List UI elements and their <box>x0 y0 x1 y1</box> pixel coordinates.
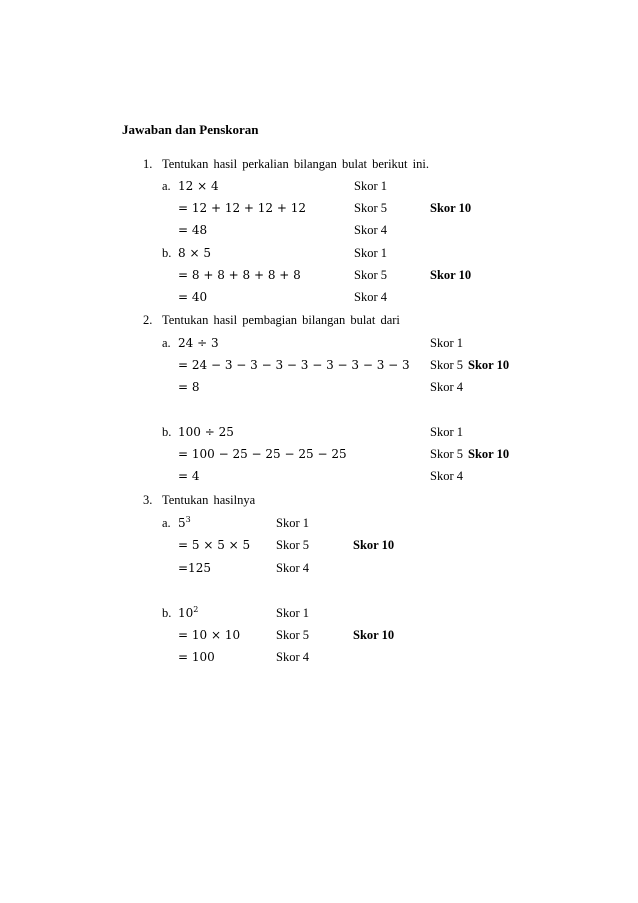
q2a-label: a. <box>162 336 171 350</box>
q3b-base: 10 <box>178 606 194 620</box>
q3b-score-3: Skor 4 <box>276 650 309 664</box>
q2a-score-2: Skor 5 <box>430 358 463 372</box>
page-title: Jawaban dan Penskoran <box>122 122 259 137</box>
q3a-score-3: Skor 4 <box>276 561 309 575</box>
q3b-label: b. <box>162 606 172 620</box>
q2b-score-2: Skor 5 <box>430 447 463 461</box>
q1b-total: Skor 10 <box>430 268 472 282</box>
q2a-score-1: Skor 1 <box>430 336 463 350</box>
q3b-power <box>178 605 198 621</box>
q1a-score-3: Skor 4 <box>354 223 387 237</box>
q3a-line-1: = 5 × 5 × 5 <box>178 538 251 552</box>
q1b-score-1: Skor 1 <box>354 246 387 260</box>
q1a-line-1: 12 × 4 <box>178 179 219 193</box>
q1a-label: a. <box>162 179 171 193</box>
q2a-total: Skor 10 <box>468 358 510 372</box>
q3b-score-1: Skor 1 <box>276 606 309 620</box>
q1b-line-1: 8 × 5 <box>178 246 211 260</box>
q3a-total: Skor 10 <box>353 538 395 552</box>
q1a-total: Skor 10 <box>430 201 472 215</box>
q3a-power <box>178 515 191 531</box>
q3a-line-2: =125 <box>178 561 211 575</box>
q2b-label: b. <box>162 425 172 439</box>
q2a-line-3: = 8 <box>178 380 200 394</box>
q3b-exponent: 2 <box>193 605 199 614</box>
q1-number: 1. <box>143 157 153 171</box>
q3-number: 3. <box>143 493 153 507</box>
q1b-line-2: = 8 + 8 + 8 + 8 + 8 <box>178 268 301 282</box>
q2b-line-2: = 100 − 25 − 25 − 25 − 25 <box>178 447 347 461</box>
q1a-score-2: Skor 5 <box>354 201 387 215</box>
q2-number: 2. <box>143 313 153 327</box>
q2b-line-1: 100 ÷ 25 <box>178 425 234 439</box>
q1a-line-2: = 12 + 12 + 12 + 12 <box>178 201 306 215</box>
q3b-total: Skor 10 <box>353 628 395 642</box>
q1-text: Tentukan hasil perkalian bilangan bulat berikut ini. <box>162 157 429 171</box>
q2a-line-1: 24 ÷ 3 <box>178 336 219 350</box>
q3a-base: 5 <box>178 516 186 530</box>
q2a-line-2: = 24 − 3 − 3 − 3 − 3 − 3 − 3 − 3 − 3 <box>178 358 410 372</box>
q3a-score-1: Skor 1 <box>276 516 309 530</box>
q3b-line-1: = 10 × 10 <box>178 628 241 642</box>
q1a-line-3: = 48 <box>178 223 208 237</box>
q2a-score-3: Skor 4 <box>430 380 463 394</box>
q3b-score-2: Skor 5 <box>276 628 309 642</box>
q2b-total: Skor 10 <box>468 447 510 461</box>
q3a-exponent: 3 <box>185 515 191 524</box>
q3a-score-2: Skor 5 <box>276 538 309 552</box>
q3-text: Tentukan hasilnya <box>162 493 256 507</box>
q2b-score-1: Skor 1 <box>430 425 463 439</box>
q2-text: Tentukan hasil pembagian bilangan bulat dari <box>162 313 400 327</box>
q1b-score-2: Skor 5 <box>354 268 387 282</box>
q1a-score-1: Skor 1 <box>354 179 387 193</box>
q2b-line-3: = 4 <box>178 469 200 483</box>
q3b-line-2: = 100 <box>178 650 215 664</box>
q1b-label: b. <box>162 246 172 260</box>
q1b-score-3: Skor 4 <box>354 290 387 304</box>
q3a-label: a. <box>162 516 171 530</box>
q1b-line-3: = 40 <box>178 290 208 304</box>
q2b-score-3: Skor 4 <box>430 469 463 483</box>
